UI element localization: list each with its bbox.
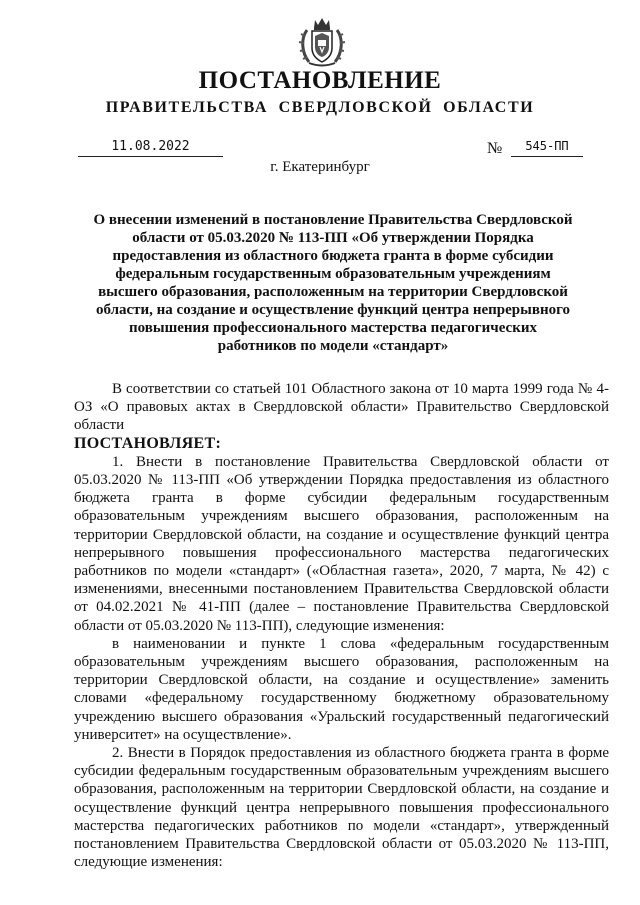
item-1-subparagraph: в наименовании и пункте 1 слова «федеральным государственным образовательным учреждениям высшего образования, расположенным на территории Свердловской области, на создание и осуществление» заменить словами «федеральному государственному бюджетному образовательному учреждению высшего образования «Уральский государственный педагогический университет» на осуществление». — [74, 635, 609, 743]
document-number: 545-ПП — [511, 137, 583, 157]
document-body — [74, 380, 609, 871]
preamble-paragraph: В соответствии со статьей 101 Областного закона от 10 марта 1999 года № 4-ОЗ «О правовых актах в Свердловской области» Правительство Свердловской области — [74, 381, 609, 434]
item-2-paragraph: 2. Внести в Порядок предоставления из областного бюджета гранта в форме субсидии федеральным государственным образовательным учреждениям высшего образования, расположенным на территории Свердловской области, на создание и осуществление функций центра непрерывного повышения профессионального мастерства педагогических работников по модели «стандарт», утвержденный постановлением Правительства Свердловской области от 05.03.2020 № 113-ПП, следующие изменения: — [74, 745, 609, 871]
coat-of-arms-icon — [298, 16, 346, 68]
issue-city: г. Екатеринбург — [270, 159, 370, 175]
decree-word: ПОСТАНОВЛЯЕТ: — [74, 434, 222, 452]
issuing-authority: ПРАВИТЕЛЬСТВА СВЕРДЛОВСКОЙ ОБЛАСТИ — [105, 99, 535, 116]
number-label: № — [487, 140, 503, 157]
item-1-paragraph: 1. Внести в постановление Правительства Свердловской области от 05.03.2020 № 113-ПП «Об утверждении Порядка предоставления из областного бюджета гранта в форме субсидии федеральным государственным образовательным учреждениям высшего образования, расположенным на территории Свердловской области, на создание и осуществление функций центра непрерывного повышения профессионального мастерства педагогических работников по модели «стандарт» («Областная газета», 2020, 7 марта, № 42) с изменениями, внесенными постановлением Правительства Свердловской области от 04.02.2021 № 41-ПП (далее – постановление Правительства Свердловской области от 05.03.2020 № 113-ПП), следующие изменения: — [74, 453, 609, 634]
document-title: ПОСТАНОВЛЕНИЕ — [198, 67, 442, 94]
document-date: 11.08.2022 — [78, 137, 223, 157]
document-heading: О внесении изменений в постановление Правительства Свердловской области от 05.03.2020 № 113-ПП «Об утверждении Порядка предоставления из областного бюджета гранта в форме субсидии федеральным государственным образовательным учреждениям высшего образования, расположенным на территории Свердловской области, на создание и осуществление функций центра непрерывного повышения профессионального мастерства педагогических работников по модели «стандарт» — [93, 212, 573, 354]
